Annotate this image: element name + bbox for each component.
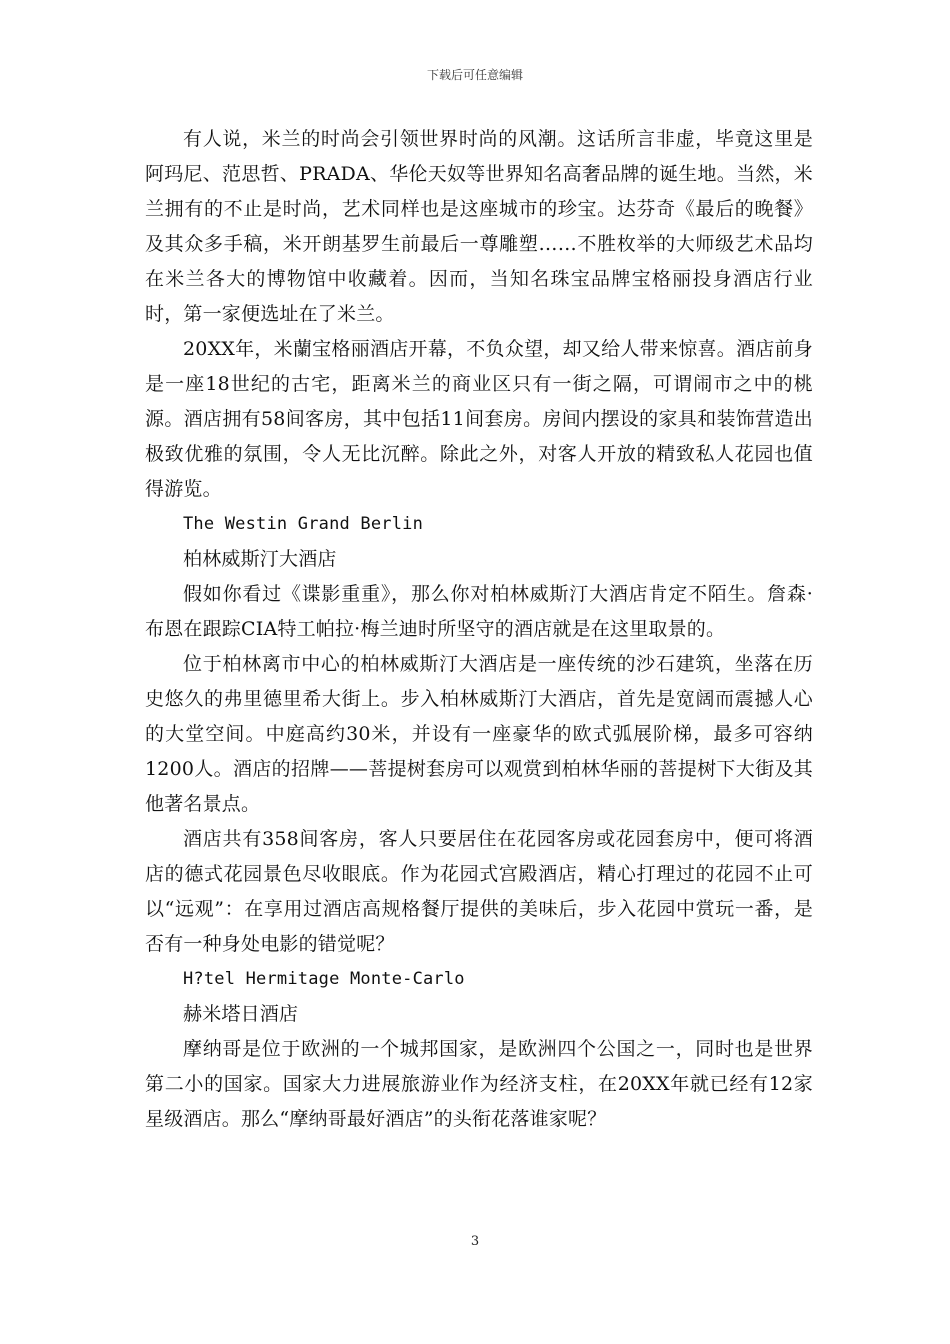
paragraph-milan-fashion: 有人说，米兰的时尚会引领世界时尚的风潮。这话所言非虚，毕竟这里是阿玛尼、范思哲、PRADA、华伦天奴等世界知名高奢品牌的诞生地。当然，米兰拥有的不止是时尚，艺术同样也是这座城市的珍宝。达芬奇《最后的晚餐》及其众多手稿，米开朗基罗生前最后一尊雕塑……不胜枚举的大师级艺术品均在米兰各大的博物馆中收藏着。因而，当知名珠宝品牌宝格丽投身酒店行业时，第一家便选址在了米兰。	[145, 128, 813, 325]
heading-hermitage-english: H?tel Hermitage Monte-Carlo	[183, 969, 465, 989]
paragraph-bulgari-milan: 20XX年，米蘭宝格丽酒店开幕，不负众望，却又给人带来惊喜。酒店前身是一座18世纪的古宅，距离米兰的商业区只有一街之隔，可谓闹市之中的桃源。酒店拥有58间客房，其中包括11间套房。房间内摆设的家具和装饰营造出极致优雅的氛围，令人无比沉醉。除此之外，对客人开放的精致私人花园也值得游览。	[145, 338, 813, 500]
paragraph-westin-building: 位于柏林离市中心的柏林威斯汀大酒店是一座传统的沙石建筑，坐落在历史悠久的弗里德里希大街上。步入柏林威斯汀大酒店，首先是宽阔而震撼人心的大堂空间。中庭高约30米，并设有一座豪华的欧式弧展阶梯，最多可容纳1200人。酒店的招牌——菩提树套房可以观赏到柏林华丽的菩提树下大街及其他著名景点。	[145, 653, 813, 815]
paragraph-monaco: 摩纳哥是位于欧洲的一个城邦国家，是欧洲四个公国之一，同时也是世界第二小的国家。国家大力进展旅游业作为经济支柱，在20XX年就已经有12家星级酒店。那么“摩纳哥最好酒店”的头衔花落谁家呢？	[145, 1038, 813, 1130]
paragraph-bourne-film: 假如你看过《谍影重重》，那么你对柏林威斯汀大酒店肯定不陌生。詹森·布恩在跟踪CIA特工帕拉·梅兰迪时所坚守的酒店就是在这里取景的。	[145, 583, 813, 640]
heading-westin-chinese: 柏林威斯汀大酒店	[183, 548, 337, 570]
document-body	[145, 122, 813, 1137]
page-header: 下载后可任意编辑	[426, 68, 523, 82]
heading-hermitage-chinese: 赫米塔日酒店	[183, 1003, 299, 1025]
paragraph-westin-rooms: 酒店共有358间客房，客人只要居住在花园客房或花园套房中，便可将酒店的德式花园景色尽收眼底。作为花园式宫殿酒店，精心打理过的花园不止可以“远观”：在享用过酒店高规格餐厅提供的美味后，步入花园中赏玩一番，是否有一种身处电影的错觉呢？	[145, 828, 813, 955]
page-number: 3	[470, 1234, 480, 1249]
heading-westin-english: The Westin Grand Berlin	[183, 514, 424, 534]
